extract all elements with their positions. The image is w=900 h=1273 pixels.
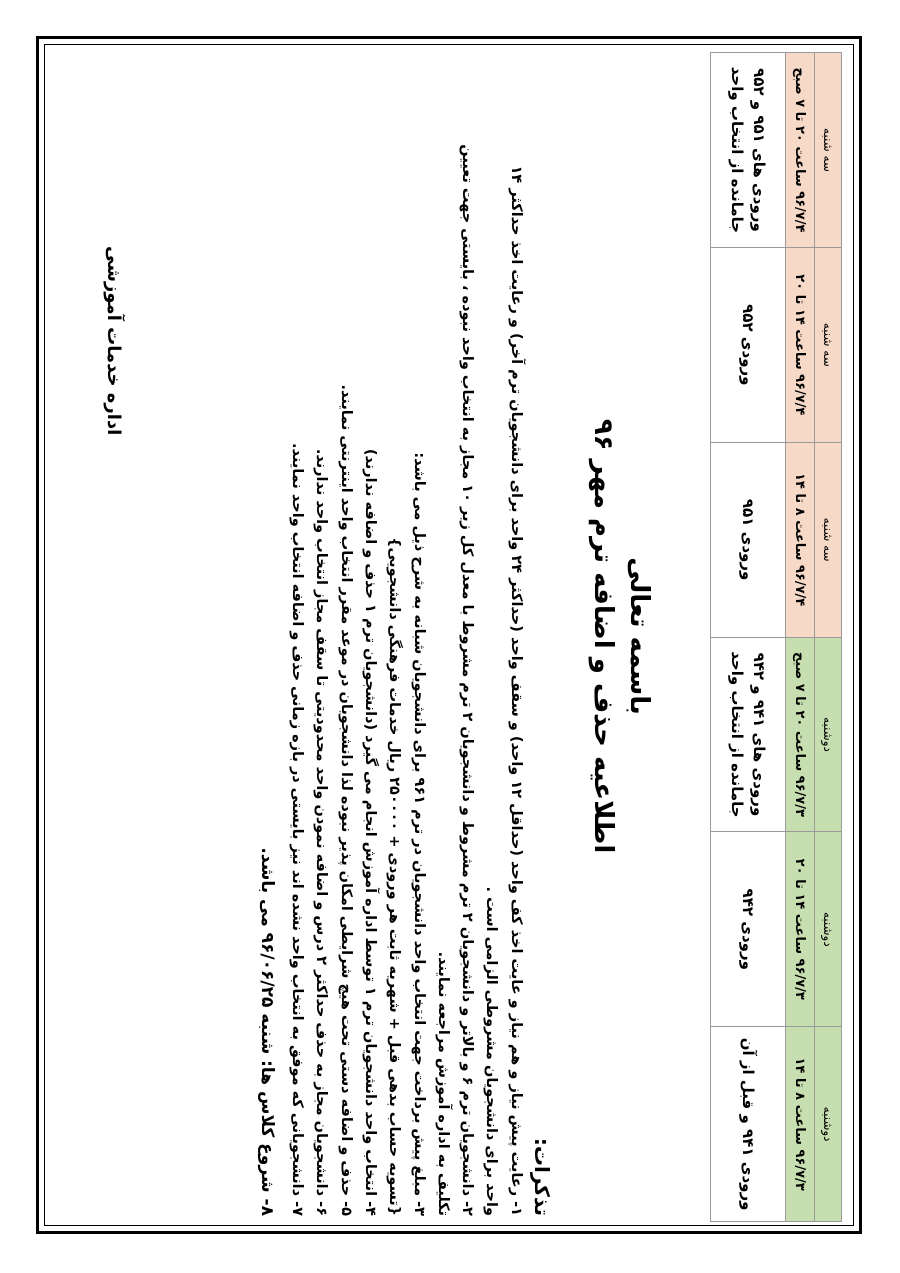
note-line: تکلیف به اداره آموزش مراجعه نمایند. [434, 951, 451, 1216]
note-line: ۲- دانشجویان ترم ۶ و بالاتر و دانشجویان ۲ ترم مشروط و دانشجویان ۲ ترم مشروط با معدل کل زیر ۱۰ مجاز به انتخاب واحد نبوده ، بایستی جهت تعیین [459, 144, 476, 1216]
note-line: ۷- دانشجویانی که موفق به انتخاب واحد نشده اند نیز بایستی در بازه زمانی حذف و اضافه انتخاب واحد نمایند. [289, 443, 306, 1216]
cell-day: دوشنبه [815, 637, 842, 832]
schedule-row-day [815, 53, 842, 1222]
note-line: ۳- مبلغ پیش برداخت جهت انتخاب واحد دانشجویان در ترم ۹۶۱ برای دانشجویان شبانه به شرح ذیل می باشد: [410, 452, 427, 1216]
note-line: {تسویه حساب بدهی قبل + شهریه ثابت هر ورودی + ۲۵۰۰۰۰ ریال خدمات فرهنگی دانشجویی} [386, 537, 403, 1216]
notes-heading: تذکرات: [530, 1137, 554, 1216]
page-title: اطلاعیه حذف و اضافه ترم مهر ۹۶ [588, 418, 618, 854]
cell-time: ۹۶/۷/۴ ساعت ۱۴ تا ۲۰ [786, 247, 815, 442]
schedule-table [710, 52, 842, 1222]
note-line: ۵- حذف و اضافه دستی تحت هیچ شرایطی امکان پذیر نبوده لذا دانشجویان در موعد مقرر انتخاب واحد اینترنتی نمایند. [337, 384, 354, 1216]
rotated-page-content [46, 46, 854, 1226]
schedule-table-wrap [664, 46, 854, 1226]
class-start-note: ۸- شروع کلاس ها: شنبه ۹۶/۰۶/۲۵ می باشد. [256, 847, 277, 1216]
cell-group: ورودی های ۹۵۱ و ۹۵۲ جامانده از انتخاب واحد [711, 53, 786, 248]
cell-day: دوشنبه [815, 832, 842, 1027]
schedule-row-group [711, 53, 786, 1222]
signature: اداره خدمات آموزشی [103, 246, 124, 436]
cell-time: ۹۶/۷/۳ ساعت ۱۴ تا ۲۰ [786, 832, 815, 1027]
cell-group: ورودی های ۹۴۱ و ۹۴۲ جامانده از انتخاب واحد [711, 637, 786, 832]
schedule-row-time [786, 53, 815, 1222]
cell-time: ۹۶/۷/۳ ساعت ۲۰ تا ۷ صبح [786, 637, 815, 832]
cell-day: سه شنبه [815, 442, 842, 637]
note-line: ۶- دانشجویان مجاز به حذف حداکثر ۲ درس و اضافه نمودن واحد محدودیتی تا سقف مجاز انتخاب واحد ندارند. [313, 448, 330, 1216]
cell-group: ورودی ۹۵۱ [711, 442, 786, 637]
notes-section [254, 56, 554, 1216]
cell-group: ورودی ۹۴۱ و قبل از آن [711, 1027, 786, 1222]
cell-day: دوشنبه [815, 1027, 842, 1222]
cell-time: ۹۶/۷/۳ ساعت ۸ تا ۱۴ [786, 1027, 815, 1222]
title-block [588, 46, 654, 1226]
note-line: ۴- انتخاب واحد دانشجویان ترم ۱ توسط اداره آموزش انجام می گیرد (دانشجویان ترم ۱ حذف و اضافه ندارند) [361, 448, 378, 1216]
cell-time: ۹۶/۷/۴ ساعت ۲۰ تا ۷ صبح [786, 53, 815, 248]
cell-day: سه شنبه [815, 247, 842, 442]
bismillah: باسمه تعالی [624, 557, 654, 715]
note-line: واحد برای دانشجویان مشروطی الزامی است . [483, 886, 500, 1216]
note-line: ۱- رعایت پیش نیاز و هم نیاز و عایت اخذ کف واحد (حداقل ۱۲ واحد) و سقف واحد (حداکثر ۲۴ واحد برای دانشجویان ترم آخر) و رعایت اخذ حداکثر ۱۴ [507, 165, 524, 1216]
cell-group: ورودی ۹۵۲ [711, 247, 786, 442]
cell-day: سه شنبه [815, 53, 842, 248]
cell-time: ۹۶/۷/۴ ساعت ۸ تا ۱۴ [786, 442, 815, 637]
cell-group: ورودی ۹۴۲ [711, 832, 786, 1027]
